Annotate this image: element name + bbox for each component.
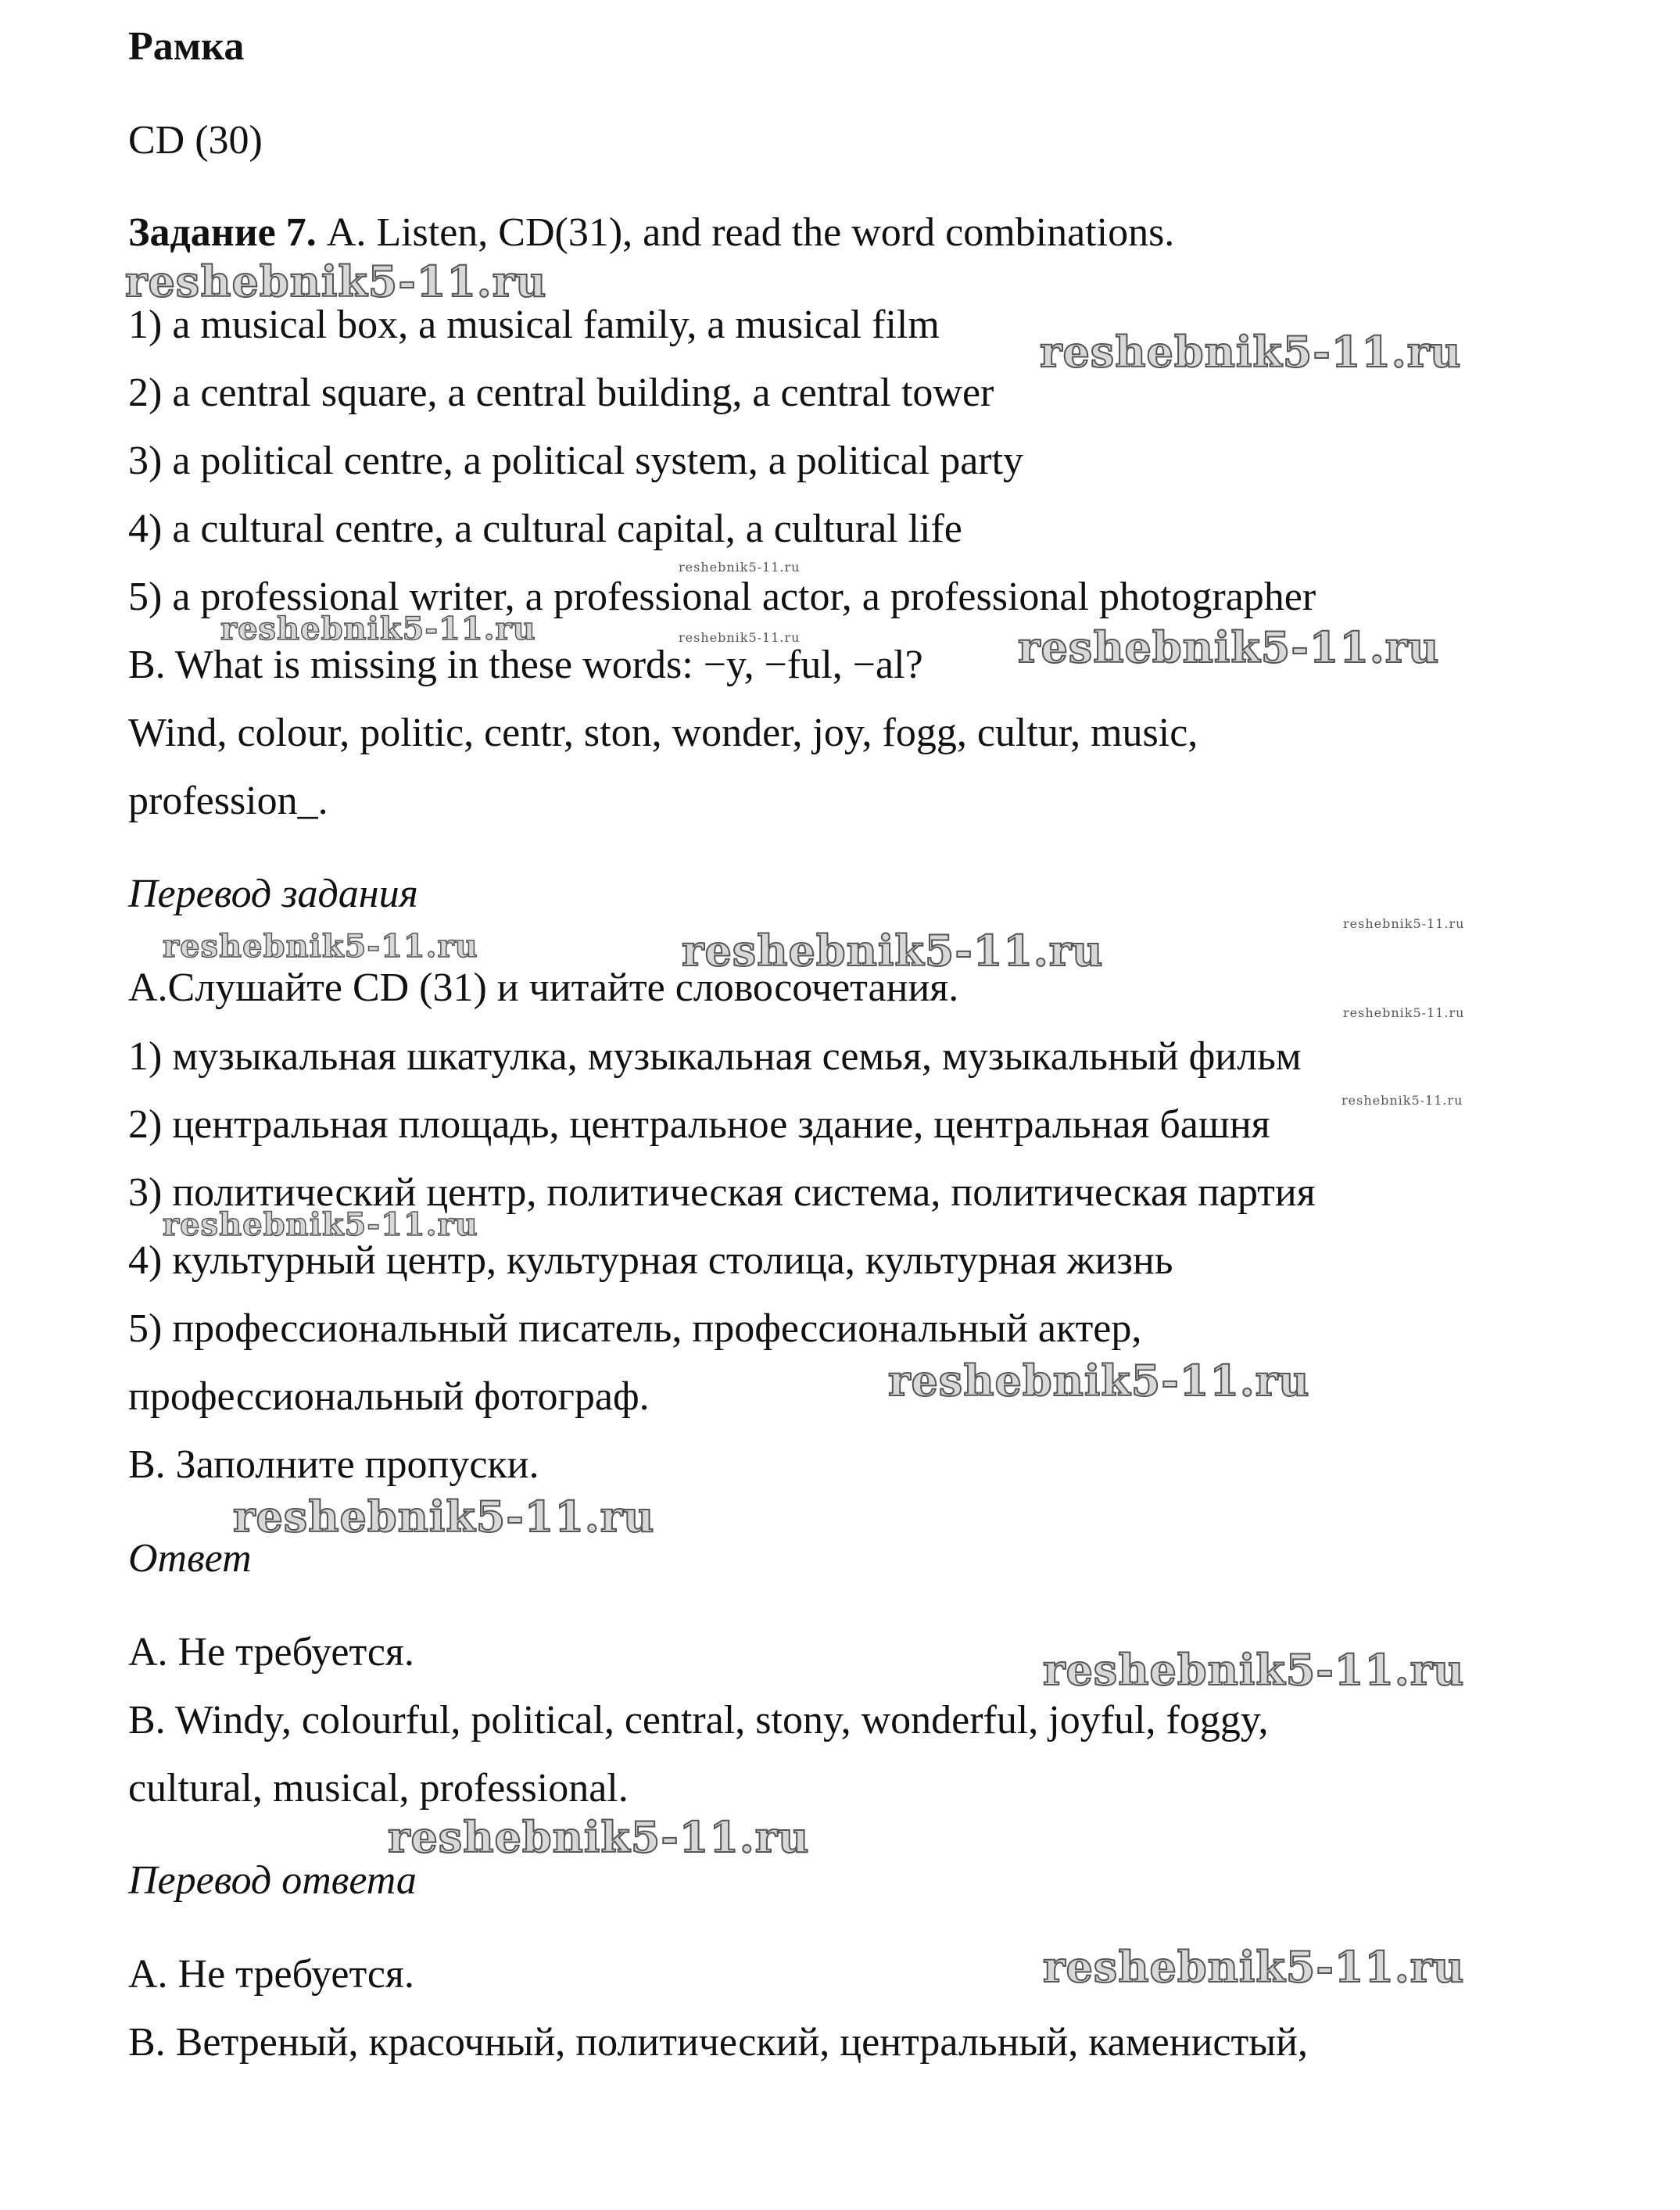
translation-b: В. Заполните пропуски. [128, 1442, 539, 1487]
translation-item-1: 1) музыкальная шкатулка, музыкальная семья, музыкальный фильм [128, 1034, 1302, 1079]
translation-item-3: 3) политический центр, политическая система, политическая партия [128, 1170, 1316, 1215]
answer-translation-a: А. Не требуется. [128, 1952, 414, 1997]
translation-item-5: 5) профессиональный писатель, профессиональный актер, [128, 1306, 1142, 1351]
page-title: Рамка [128, 24, 245, 69]
watermark: reshebnik5-11.ru [388, 1812, 810, 1862]
part-b-words-line-1: Wind, colour, politic, centr, ston, wonder, joy, fogg, cultur, music, [128, 711, 1198, 755]
part-a-item-5: 5) a professional writer, a professional actor, a professional photographer [128, 575, 1316, 619]
translation-item-2: 2) центральная площадь, центральное здание, центральная башня [128, 1102, 1270, 1147]
cd-label: CD (30) [128, 118, 263, 163]
task-text: A. Listen, CD(31), and read the word combinations. [316, 210, 1175, 255]
task-label: Задание 7. [128, 210, 317, 255]
watermark: reshebnik5-11.ru [679, 630, 801, 645]
watermark: reshebnik5-11.ru [1040, 327, 1462, 377]
watermark: reshebnik5-11.ru [220, 611, 536, 647]
translation-heading: Перевод задания [128, 872, 418, 916]
watermark: reshebnik5-11.ru [1043, 1942, 1465, 1992]
answer-translation-b: В. Ветреный, красочный, политический, центральный, каменистый, [128, 2020, 1308, 2065]
watermark: reshebnik5-11.ru [163, 928, 478, 965]
answer-heading: Ответ [128, 1536, 252, 1581]
watermark: reshebnik5-11.ru [1043, 1645, 1465, 1695]
watermark: reshebnik5-11.ru [888, 1356, 1310, 1406]
translation-item-4: 4) культурный центр, культурная столица, культурная жизнь [128, 1238, 1173, 1283]
watermark: reshebnik5-11.ru [233, 1492, 655, 1542]
translation-item-5-cont: профессиональный фотограф. [128, 1374, 650, 1419]
translation-a: А.Слушайте CD (31) и читайте словосочетания. [128, 965, 959, 1010]
part-a-item-4: 4) a cultural centre, a cultural capital, a cultural life [128, 507, 962, 551]
part-b-words-line-2: profession_. [128, 779, 328, 823]
answer-a: А. Не требуется. [128, 1630, 414, 1675]
watermark: reshebnik5-11.ru [125, 256, 547, 306]
watermark: reshebnik5-11.ru [679, 560, 801, 575]
task-heading [128, 208, 1174, 258]
answer-translation-heading: Перевод ответа [128, 1858, 417, 1903]
watermark: reshebnik5-11.ru [1018, 622, 1440, 672]
part-a-item-2: 2) a central square, a central building, a central tower [128, 371, 994, 415]
part-a-item-1: 1) a musical box, a musical family, a musical film [128, 303, 940, 347]
watermark: reshebnik5-11.ru [1343, 916, 1465, 931]
watermark: reshebnik5-11.ru [682, 926, 1104, 976]
watermark: reshebnik5-11.ru [1341, 1093, 1463, 1108]
part-a-item-3: 3) a political centre, a political system, a political party [128, 439, 1024, 483]
answer-b-line-2: cultural, musical, professional. [128, 1766, 629, 1811]
answer-b-line-1: B. Windy, colourful, political, central, stony, wonderful, joyful, foggy, [128, 1698, 1269, 1743]
part-b-question: B. What is missing in these words: −y, −ful, −al? [128, 643, 923, 687]
watermark: reshebnik5-11.ru [1343, 1005, 1465, 1020]
watermark: reshebnik5-11.ru [163, 1206, 478, 1243]
